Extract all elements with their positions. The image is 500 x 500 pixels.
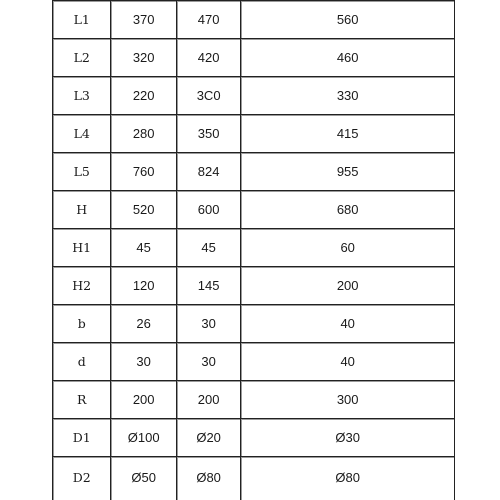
table-row (53, 1, 455, 39)
table-row (53, 115, 455, 153)
value-cell: 120 (111, 267, 176, 305)
value-cell: 3C0 (176, 77, 240, 115)
value-cell: Ø80 (176, 457, 240, 500)
value-cell: 145 (176, 267, 240, 305)
table-row (53, 229, 455, 267)
value-cell: 370 (111, 1, 176, 39)
value-cell: 330 (241, 77, 455, 115)
value-cell: Ø80 (241, 457, 455, 500)
parameter-name-cell: d (53, 343, 111, 381)
table-row (53, 305, 455, 343)
value-cell: 40 (241, 343, 455, 381)
value-cell: 600 (176, 191, 240, 229)
value-cell: 824 (176, 153, 240, 191)
parameter-name-cell: H2 (53, 267, 111, 305)
value-cell: 60 (241, 229, 455, 267)
value-cell: 30 (176, 343, 240, 381)
table-row (53, 191, 455, 229)
parameter-name-cell: L2 (53, 39, 111, 77)
value-cell: 45 (111, 229, 176, 267)
value-cell: Ø30 (241, 419, 455, 457)
value-cell: 300 (241, 381, 455, 419)
parameter-name-cell: L5 (53, 153, 111, 191)
table-row (53, 381, 455, 419)
value-cell: 45 (176, 229, 240, 267)
table-row (53, 39, 455, 77)
parameter-name-cell: R (53, 381, 111, 419)
table-row (53, 153, 455, 191)
parameter-name-cell: D2 (53, 457, 111, 500)
parameter-name-cell: L1 (53, 1, 111, 39)
table-row (53, 77, 455, 115)
value-cell: 520 (111, 191, 176, 229)
parameter-name-cell: L4 (53, 115, 111, 153)
value-cell: Ø100 (111, 419, 176, 457)
value-cell: 200 (176, 381, 240, 419)
table-row (53, 343, 455, 381)
value-cell: 560 (241, 1, 455, 39)
value-cell: 30 (111, 343, 176, 381)
parameter-name-cell: L3 (53, 77, 111, 115)
value-cell: 415 (241, 115, 455, 153)
value-cell: 470 (176, 1, 240, 39)
value-cell: 280 (111, 115, 176, 153)
value-cell: 680 (241, 191, 455, 229)
value-cell: 420 (176, 39, 240, 77)
value-cell: Ø20 (176, 419, 240, 457)
value-cell: 26 (111, 305, 176, 343)
table-row (53, 267, 455, 305)
table-row (53, 419, 455, 457)
value-cell: 200 (111, 381, 176, 419)
parameter-name-cell: b (53, 305, 111, 343)
value-cell: Ø50 (111, 457, 176, 500)
value-cell: 320 (111, 39, 176, 77)
value-cell: 40 (241, 305, 455, 343)
spec-table (52, 0, 455, 500)
value-cell: 30 (176, 305, 240, 343)
parameter-name-cell: H1 (53, 229, 111, 267)
parameter-name-cell: H (53, 191, 111, 229)
value-cell: 200 (241, 267, 455, 305)
table-row (53, 457, 455, 500)
value-cell: 955 (241, 153, 455, 191)
value-cell: 220 (111, 77, 176, 115)
value-cell: 460 (241, 39, 455, 77)
value-cell: 760 (111, 153, 176, 191)
spec-table-body (53, 0, 455, 500)
value-cell: 350 (176, 115, 240, 153)
parameter-name-cell: D1 (53, 419, 111, 457)
